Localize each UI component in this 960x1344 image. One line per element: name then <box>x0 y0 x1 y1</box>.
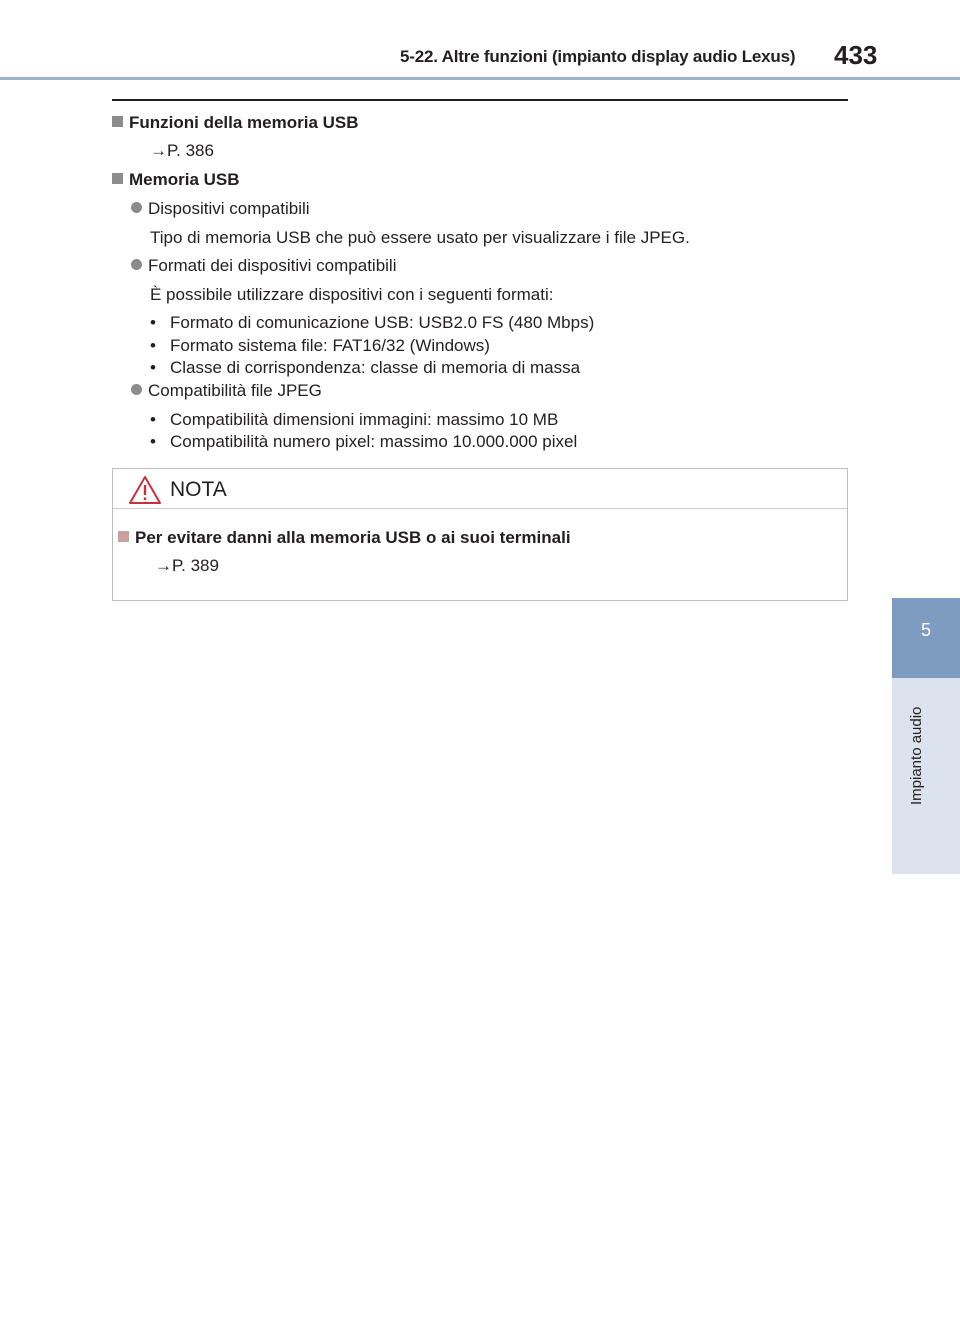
subheading-compatible-devices: Dispositivi compatibili <box>131 199 310 219</box>
list-item: • Classe di corrispondenza: classe di memoria di massa <box>150 358 581 377</box>
ref-usb-functions[interactable]: →P. 386 <box>150 141 214 160</box>
warning-triangle-icon <box>128 475 162 505</box>
text-formats: È possibile utilizzare dispositivi con i seguenti formati: <box>150 285 554 304</box>
nota-ref[interactable]: →P. 389 <box>155 556 219 575</box>
nota-divider <box>113 508 847 509</box>
section-rule <box>112 99 848 101</box>
circle-bullet-icon <box>131 259 142 270</box>
header-rule <box>0 77 960 80</box>
square-bullet-icon <box>112 173 123 184</box>
list-item: • Compatibilità numero pixel: massimo 10.000.000 pixel <box>150 432 578 451</box>
square-bullet-icon <box>112 116 123 127</box>
list-item: • Formato di comunicazione USB: USB2.0 FS (480 Mbps) <box>150 313 595 332</box>
subheading-jpeg: Compatibilità file JPEG <box>131 381 322 401</box>
nota-title: NOTA <box>170 478 227 501</box>
arrow-icon: → <box>155 556 172 575</box>
chapter-number: 5 <box>920 620 931 640</box>
heading-usb-memory: Memoria USB <box>112 170 240 190</box>
header-title: 5-22. Altre funzioni (impianto display audio Lexus) <box>400 47 796 66</box>
chapter-tab-label-bg <box>892 678 960 874</box>
nota-heading: Per evitare danni alla memoria USB o ai suoi terminali <box>118 528 571 548</box>
arrow-icon: → <box>150 141 167 160</box>
chapter-label: Impianto audio <box>908 706 925 805</box>
chapter-tab <box>892 598 960 678</box>
list-item: • Compatibilità dimensioni immagini: massimo 10 MB <box>150 410 559 429</box>
subheading-formats: Formati dei dispositivi compatibili <box>131 256 396 276</box>
list-item: • Formato sistema file: FAT16/32 (Windows) <box>150 336 490 355</box>
text-compatible-devices: Tipo di memoria USB che può essere usato per visualizzare i file JPEG. <box>150 228 690 247</box>
square-bullet-icon <box>118 531 129 542</box>
circle-bullet-icon <box>131 384 142 395</box>
page-number: 433 <box>834 40 878 70</box>
heading-usb-functions: Funzioni della memoria USB <box>112 113 359 133</box>
circle-bullet-icon <box>131 202 142 213</box>
